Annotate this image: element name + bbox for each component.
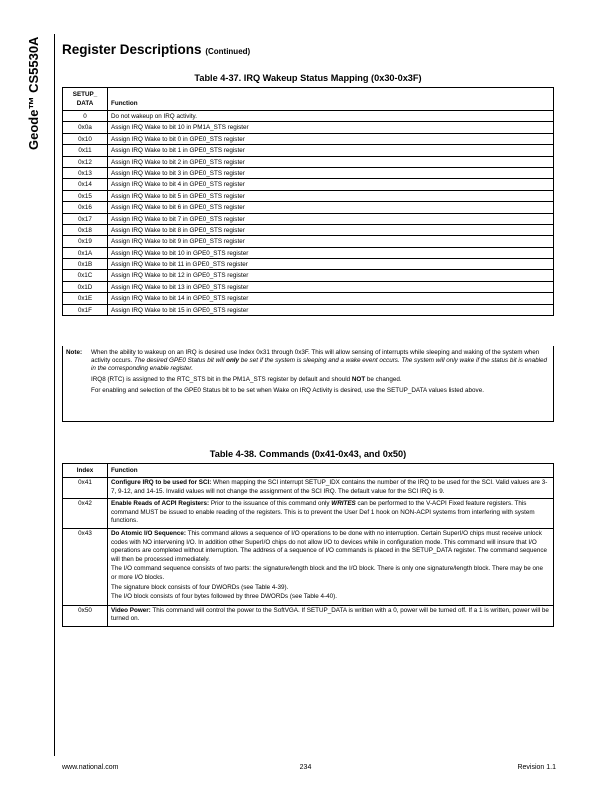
page-title-suffix: (Continued) (205, 47, 251, 56)
table-row (63, 605, 554, 626)
table1-note (62, 346, 554, 422)
function-cell: Assign IRQ Wake to bit 3 in GPE0_STS register (108, 167, 554, 178)
table-row (63, 179, 554, 190)
setup-data-cell: 0x1F (63, 304, 108, 315)
index-cell: 0x50 (63, 605, 108, 626)
function-text: This command will control the power to the SoftVGA. If SETUP_DATA is written with a 0, power will be turned off. If a 1 is written, power will be turned on. (111, 606, 549, 623)
table-row (63, 259, 554, 270)
table-row (63, 145, 554, 156)
function-title: Configure IRQ to be used for SCI: (111, 479, 212, 486)
setup-data-cell: 0x14 (63, 179, 108, 190)
setup-data-cell: 0x11 (63, 145, 108, 156)
note-emphasis: NOT (351, 376, 366, 383)
index-cell: 0x43 (63, 528, 108, 605)
note-paragraph-2 (91, 376, 551, 384)
function-title: Enable Reads of ACPI Registers: (111, 500, 210, 508)
function-text: can be performed to the V-ACPI Fixed feature registers. This command MUST be issued to enable reading of the registers. This is to prevent the User Def 1 hook on NON-ACPI systems from interfering with system functions. (111, 500, 535, 525)
setup-data-cell: 0x13 (63, 167, 108, 178)
function-cell: Assign IRQ Wake to bit 15 in GPE0_STS register (108, 304, 554, 315)
table1-header-setup-data (63, 88, 108, 111)
note-paragraph-1 (91, 349, 551, 373)
function-cell: Assign IRQ Wake to bit 4 in GPE0_STS register (108, 179, 554, 190)
table-row (63, 247, 554, 258)
setup-data-cell: 0 (63, 111, 108, 122)
table1-body (63, 111, 554, 316)
table-row (63, 281, 554, 292)
table1-header-line2: DATA (76, 100, 94, 107)
note-emphasis: only (226, 357, 240, 364)
table-row (63, 156, 554, 167)
table-row (63, 528, 554, 605)
table-row (63, 167, 554, 178)
function-cell: Assign IRQ Wake to bit 8 in GPE0_STS register (108, 224, 554, 235)
table-row (63, 270, 554, 281)
table-row (63, 478, 554, 499)
table-row (63, 190, 554, 201)
function-cell: Assign IRQ Wake to bit 10 in GPE0_STS register (108, 247, 554, 258)
footer-page-number: 234 (299, 764, 312, 771)
note-text: be changed. (365, 376, 402, 383)
setup-data-cell: 0x1C (63, 270, 108, 281)
setup-data-cell: 0x17 (63, 213, 108, 224)
function-cell: Assign IRQ Wake to bit 1 in GPE0_STS register (108, 145, 554, 156)
function-title: Video Power: (111, 606, 151, 614)
function-text: This command allows a sequence of I/O operations to be done with no interruption. Certain SuperI/O chips must receive unlock codes with NO intervening I/O. In addition other SuperI/O chips do not allow I/O to devices while in configuration mode. This command will insure that I/O operations are completed without interruption. The address of a sequence of I/O commands is placed in the SETUP_DATA register. The command sequence will then be processed immediately. (111, 529, 548, 563)
note-italic-text: The desired GPE0 Status bit will (134, 357, 227, 364)
table-row (63, 224, 554, 235)
note-text: When the ability to wakeup on an IRQ is desired use Index 0x31 through 0x3F. This will allow sensing of interrupts while sleeping and waking of the system when activity occurs. (91, 349, 540, 364)
function-text: When mapping the SCI interrupt SETUP_IDX contains the number of the IRQ to be used for the SCI. Valid values are 3-7, 9-12, and 14-15. Invalid values will not change the assignment of the SCI IRQ. The default value for the SCI IRQ is 9. (111, 479, 548, 495)
table-row (63, 236, 554, 247)
function-cell: Assign IRQ Wake to bit 6 in GPE0_STS register (108, 202, 554, 213)
function-cell: Assign IRQ Wake to bit 9 in GPE0_STS register (108, 236, 554, 247)
setup-data-cell: 0x1A (63, 247, 108, 258)
setup-data-cell: 0x19 (63, 236, 108, 247)
function-cell: Assign IRQ Wake to bit 2 in GPE0_STS register (108, 156, 554, 167)
table1-header-line1: SETUP_ (72, 91, 98, 98)
function-cell: Assign IRQ Wake to bit 5 in GPE0_STS register (108, 190, 554, 201)
setup-data-cell: 0x18 (63, 224, 108, 235)
function-cell: Assign IRQ Wake to bit 10 in PM1A_STS register (108, 122, 554, 133)
setup-data-cell: 0x1E (63, 293, 108, 304)
footer-website: www.national.com (62, 764, 119, 771)
function-cell: Assign IRQ Wake to bit 13 in GPE0_STS register (108, 281, 554, 292)
note-label: Note: (66, 349, 83, 356)
setup-data-cell: 0x1D (63, 281, 108, 292)
note-paragraph-3: For enabling and selection of the GPE0 Status bit to be set when Wake on IRQ Activity is desired, use the SETUP_DATA values listed above. (91, 387, 484, 394)
irq-wakeup-table (62, 87, 554, 316)
function-emphasis: WRITES (331, 500, 356, 508)
note-italic-text: be set if the system is sleeping and a wake event occurs. The system will only wake if the status bit is enabled in the corresponding enable register. (91, 357, 548, 372)
table2-header-index: Index (63, 464, 108, 478)
function-cell: Assign IRQ Wake to bit 7 in GPE0_STS register (108, 213, 554, 224)
commands-table (62, 463, 554, 627)
table-row (63, 213, 554, 224)
function-paragraph: The signature block consists of four DWORDs (see Table 4-39). (111, 583, 289, 591)
document-side-title: Geode™ CS5530A (26, 36, 41, 150)
function-paragraph: The I/O command sequence consists of two parts: the signature/length block and the I/O block. There is only one signature/length block. There may be one or more I/O blocks. (111, 565, 544, 581)
function-paragraph: The I/O block consists of four bytes followed by three DWORDs (see Table 4-40). (111, 593, 337, 601)
table-row (63, 293, 554, 304)
setup-data-cell: 0x16 (63, 202, 108, 213)
function-title: Do Atomic I/O Sequence: (111, 529, 186, 537)
function-cell: Assign IRQ Wake to bit 11 in GPE0_STS register (108, 259, 554, 270)
table2-header-function: Function (108, 464, 554, 478)
setup-data-cell: 0x1B (63, 259, 108, 270)
function-cell: Do not wakeup on IRQ activity. (108, 111, 554, 122)
table1-caption: Table 4-37. IRQ Wakeup Status Mapping (0x30-0x3F) (194, 73, 422, 83)
function-cell (108, 528, 554, 605)
table1-header-function: Function (108, 88, 554, 111)
page-title-text: Register Descriptions (62, 42, 202, 57)
note-text: IRQ8 (RTC) is assigned to the RTC_STS bit in the PM1A_STS register by default and should (91, 376, 352, 383)
margin-rule (54, 34, 55, 756)
setup-data-cell: 0x15 (63, 190, 108, 201)
function-text: Prior to the issuance of this command only (209, 500, 332, 508)
table-row (63, 304, 554, 315)
footer-revision: Revision 1.1 (517, 764, 556, 771)
index-cell: 0x42 (63, 499, 108, 529)
table-row (63, 133, 554, 144)
table-row (63, 122, 554, 133)
setup-data-cell: 0x10 (63, 133, 108, 144)
function-cell (108, 605, 554, 626)
setup-data-cell: 0x12 (63, 156, 108, 167)
table2-caption: Table 4-38. Commands (0x41-0x43, and 0x50) (209, 449, 407, 459)
table-row (63, 202, 554, 213)
note-body (91, 349, 551, 398)
setup-data-cell: 0x0a (63, 122, 108, 133)
function-cell: Assign IRQ Wake to bit 12 in GPE0_STS register (108, 270, 554, 281)
function-cell: Assign IRQ Wake to bit 0 in GPE0_STS register (108, 133, 554, 144)
function-cell: Assign IRQ Wake to bit 14 in GPE0_STS register (108, 293, 554, 304)
function-cell (108, 499, 554, 529)
function-cell (108, 478, 554, 499)
index-cell: 0x41 (63, 478, 108, 499)
table-row (63, 499, 554, 529)
table-row (63, 111, 554, 122)
page-title (62, 42, 250, 57)
